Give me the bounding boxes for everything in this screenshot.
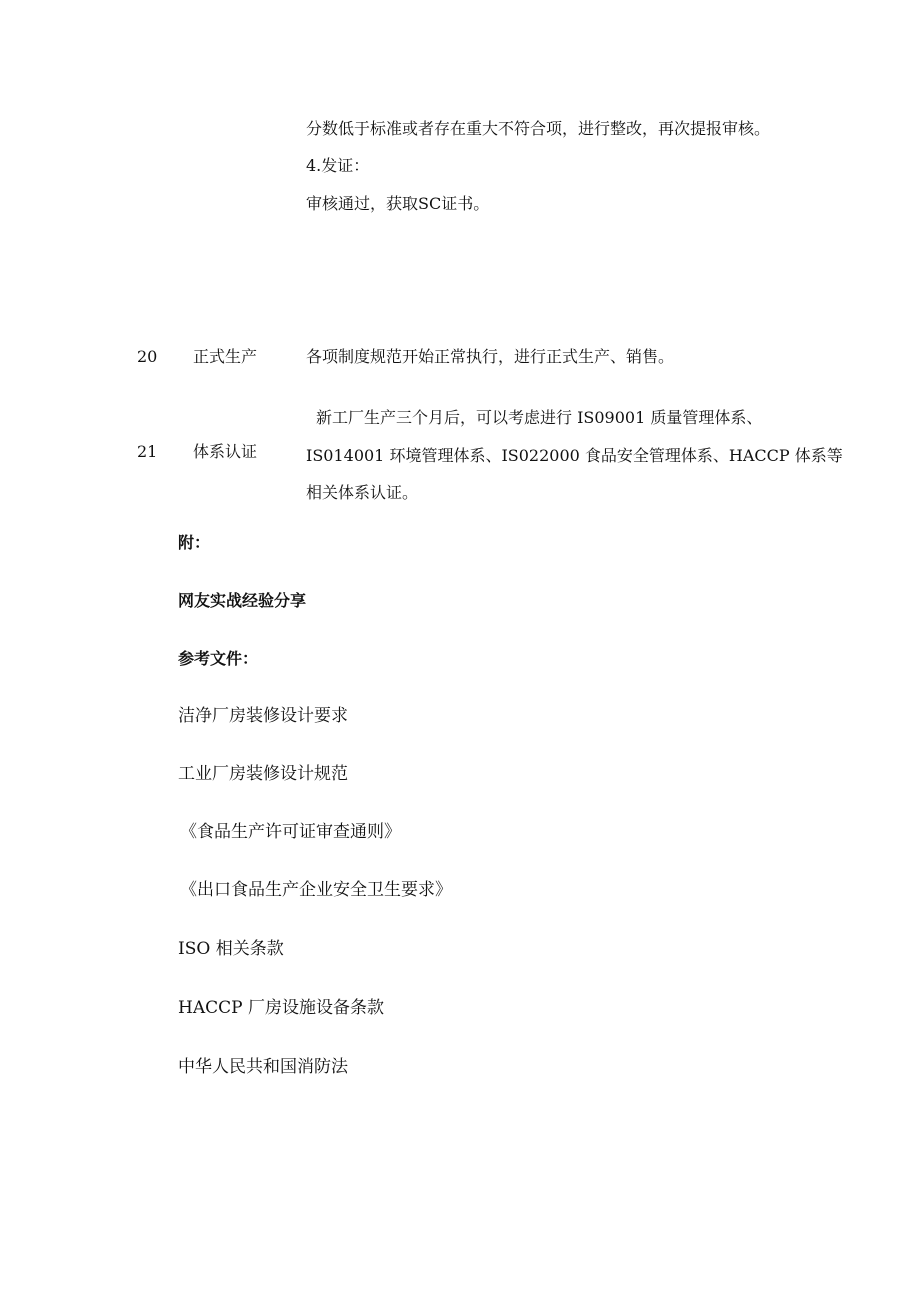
audit-rectify-text: 分数低于标准或者存在重大不符合项，进行整改，再次提报审核。 (306, 119, 771, 138)
row-content-certification-line2: IS014001 环境管理体系、IS022000 食品安全管理体系、HACCP 体系等 (306, 446, 843, 465)
references-label: 参考文件： (178, 649, 259, 668)
appendix-label: 附： (178, 533, 211, 552)
reference-item: ISO 相关条款 (178, 939, 284, 959)
reference-item: 工业厂房装修设计规范 (178, 764, 348, 784)
experience-share-heading: 网友实战经验分享 (178, 591, 307, 610)
reference-item: 《出口食品生产企业安全卫生要求》 (180, 880, 452, 900)
row-content-formal-production: 各项制度规范开始正常执行，进行正式生产、销售。 (306, 347, 675, 366)
row-content-certification-line3: 相关体系认证。 (306, 483, 419, 502)
reference-item: 《食品生产许可证审查通则》 (180, 822, 401, 842)
reference-item: HACCP 厂房设施设备条款 (178, 998, 384, 1018)
row-number-20: 20 (137, 347, 158, 366)
certificate-heading: 4.发证： (306, 156, 370, 175)
reference-item: 中华人民共和国消防法 (178, 1057, 348, 1077)
reference-item: 洁净厂房装修设计要求 (178, 706, 348, 726)
row-number-21: 21 (137, 442, 158, 461)
row-step-system-certification: 体系认证 (193, 442, 258, 461)
certificate-text: 审核通过，获取SC证书。 (306, 194, 490, 213)
row-content-certification-line1: 新工厂生产三个月后，可以考虑进行 IS09001 质量管理体系、 (316, 408, 763, 427)
row-step-formal-production: 正式生产 (193, 347, 258, 366)
